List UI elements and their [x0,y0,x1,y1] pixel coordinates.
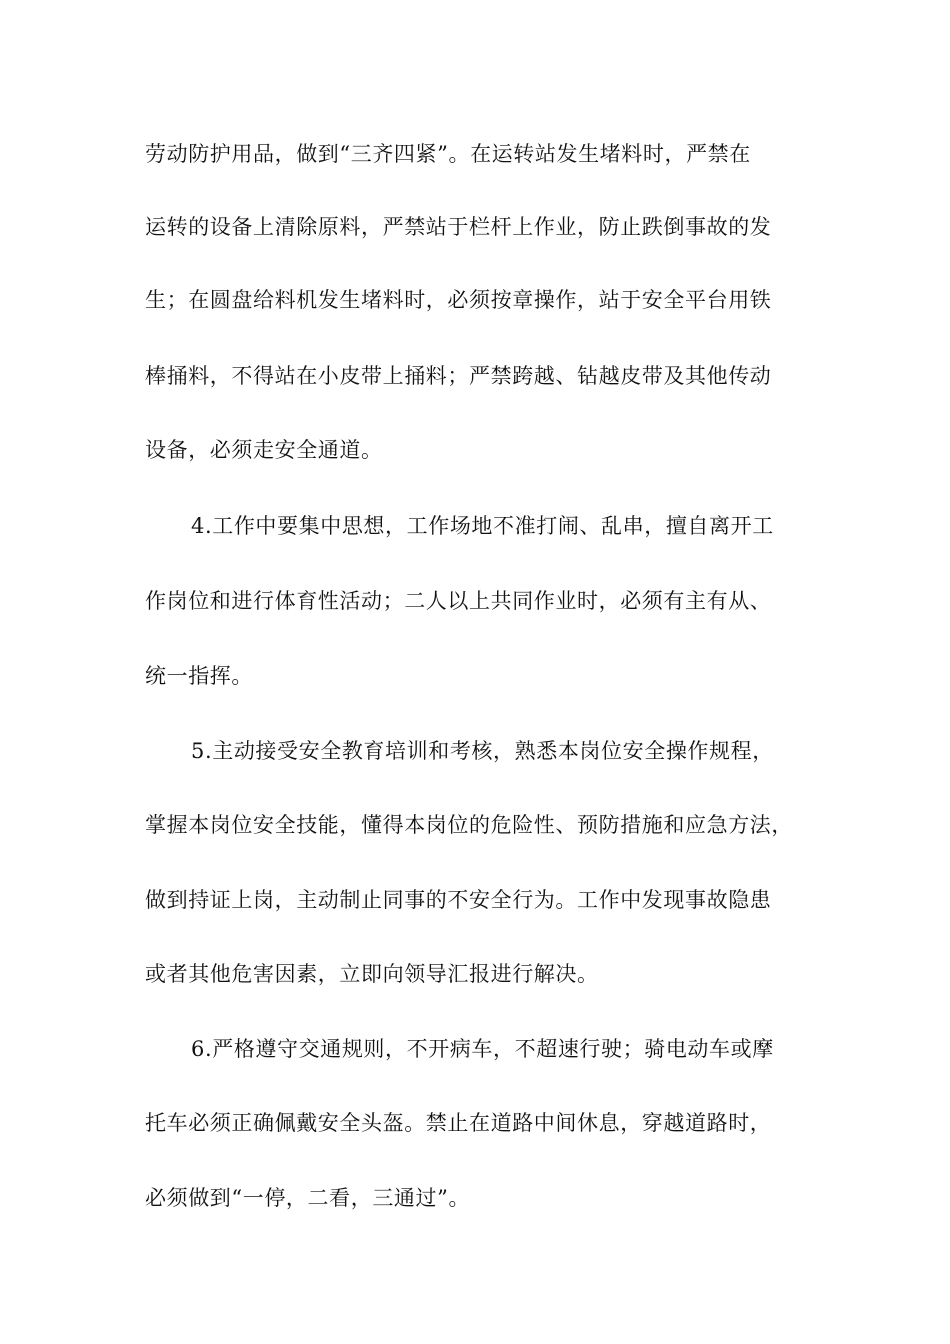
text-line: 劳动防护用品，做到“三齐四紧”。在运转站发生堵料时，严禁在 [145,142,751,166]
text-line: 或者其他危害因素，立即向领导汇报进行解决。 [145,962,599,986]
text-line: 运转的设备上清除原料，严禁站于栏杆上作业，防止跌倒事故的发 [145,215,772,239]
text-line: 生；在圆盘给料机发生堵料时，必须按章操作，站于安全平台用铁 [145,288,772,312]
text-line: 作岗位和进行体育性活动；二人以上共同作业时，必须有主有从、 [145,589,772,613]
text-line: 掌握本岗位安全技能，懂得本岗位的危险性、预防措施和应急方法， [145,813,793,837]
text-line: 托车必须正确佩戴安全头盔。禁止在道路中间休息，穿越道路时， [145,1111,772,1135]
text-line: 设备，必须走安全通道。 [145,438,383,462]
paragraph-6-first-line: 6.严格遵守交通规则，不开病车，不超速行驶；骑电动车或摩 [191,1037,774,1061]
text-line: 统一指挥。 [145,664,253,688]
text-line: 棒捅料，不得站在小皮带上捅料；严禁跨越、钻越皮带及其他传动 [145,364,772,388]
paragraph-5-first-line: 5.主动接受安全教育培训和考核，熟悉本岗位安全操作规程， [191,739,774,763]
paragraph-4-first-line: 4.工作中要集中思想，工作场地不准打闹、乱串，擅自离开工 [191,514,774,538]
text-line: 必须做到“一停，二看，三通过”。 [145,1186,471,1210]
text-line: 做到持证上岗，主动制止同事的不安全行为。工作中发现事故隐患 [145,888,772,912]
